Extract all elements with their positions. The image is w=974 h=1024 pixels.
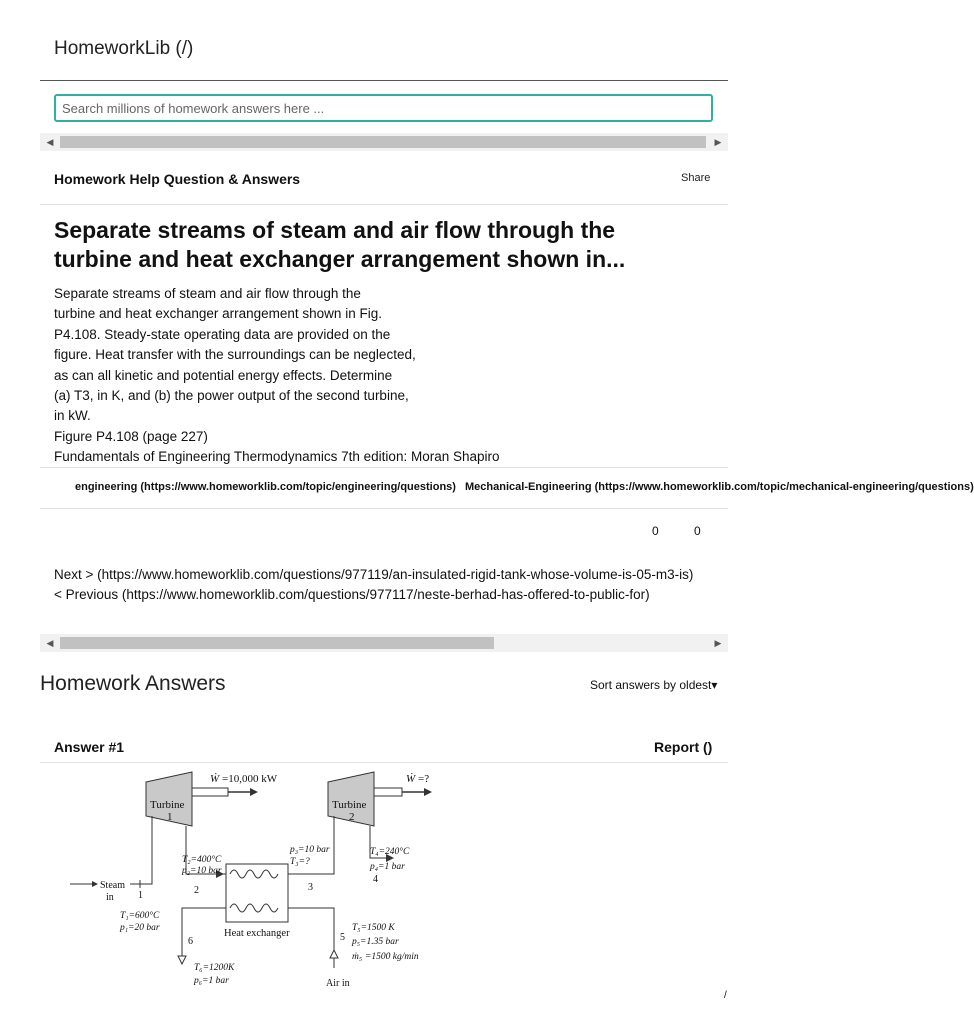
state-1-pressure: p₁=20 bar bbox=[120, 923, 160, 933]
tag-link-mechanical-engineering[interactable]: Mechanical-Engineering (https://www.homeworklib.com/topic/mechanical-engineering/questions) bbox=[465, 481, 974, 493]
state-2-temp: T₂=400°C bbox=[182, 855, 222, 865]
turbine-1-number: 1 bbox=[167, 811, 173, 823]
upvote-count[interactable]: 0 bbox=[652, 524, 659, 538]
question-body-line: Figure P4.108 (page 227) bbox=[54, 428, 208, 444]
question-title-line: turbine and heat exchanger arrangement shown in... bbox=[54, 246, 626, 272]
arrowhead-icon bbox=[424, 788, 432, 796]
question-body-line: Fundamentals of Engineering Thermodynamics 7th edition: Moran Shapiro bbox=[54, 449, 500, 465]
next-question-link[interactable]: Next > (https://www.homeworklib.com/questions/977119/an-insulated-rigid-tank-whose-volume-is-05-m3-is) bbox=[54, 567, 694, 582]
question-title bbox=[54, 216, 694, 274]
question-body-line: Separate streams of steam and air flow through the bbox=[54, 286, 361, 301]
air-out-arrow-icon bbox=[178, 956, 186, 964]
search-input[interactable] bbox=[54, 94, 713, 122]
arrowhead-icon bbox=[92, 881, 98, 887]
w2-value: =? bbox=[418, 773, 430, 785]
tag-list bbox=[54, 481, 974, 493]
state-1-number: 1 bbox=[138, 890, 143, 901]
question-body-line: turbine and heat exchanger arrangement shown in Fig. bbox=[54, 306, 382, 322]
air-pipe-in bbox=[288, 908, 334, 968]
scrollbar-thumb[interactable] bbox=[60, 637, 494, 649]
arrowhead-icon bbox=[250, 788, 258, 796]
steam-in-label: Steam bbox=[100, 880, 125, 891]
turbine-2-number: 2 bbox=[349, 811, 355, 823]
heat-exchanger-label: Heat exchanger bbox=[224, 928, 290, 939]
state-3-number: 3 bbox=[308, 882, 313, 893]
answers-heading: Homework Answers bbox=[40, 672, 226, 695]
state-4-number: 4 bbox=[373, 874, 378, 885]
state-5-mdot-symbol: ṁ₅ bbox=[352, 952, 363, 962]
state-5-pressure: p₅=1.35 bar bbox=[352, 937, 399, 947]
question-title-line: Separate streams of steam and air flow through the bbox=[54, 217, 616, 243]
tag-link-engineering[interactable]: engineering (https://www.homeworklib.com/topic/engineering/questions) bbox=[75, 481, 456, 493]
state-6-pressure: p₆=1 bar bbox=[194, 976, 229, 986]
shaft-1 bbox=[192, 788, 228, 796]
divider bbox=[40, 508, 728, 509]
sort-label: Sort answers by oldest bbox=[590, 678, 712, 692]
state-5-temp: T₅=1500 K bbox=[352, 923, 395, 933]
scroll-right-arrow-icon[interactable]: ▶ bbox=[714, 637, 722, 648]
downvote-count[interactable]: 0 bbox=[694, 524, 701, 538]
caret-down-icon: ▾ bbox=[711, 678, 718, 692]
scroll-left-arrow-icon[interactable]: ◀ bbox=[46, 637, 54, 648]
state-6-number: 6 bbox=[188, 936, 193, 947]
turbine-2-label: Turbine bbox=[332, 799, 367, 811]
state-5-flow: =1500 kg/min bbox=[365, 952, 419, 962]
sort-answers-dropdown[interactable] bbox=[590, 678, 717, 692]
horizontal-scrollbar-bottom[interactable] bbox=[40, 634, 728, 652]
scroll-right-arrow-icon[interactable]: ▶ bbox=[714, 136, 722, 147]
divider bbox=[40, 762, 728, 763]
air-in-arrow-icon bbox=[330, 950, 338, 958]
state-5-number: 5 bbox=[340, 932, 345, 943]
state-3-temp: T₃=? bbox=[290, 857, 310, 867]
divider bbox=[40, 204, 728, 205]
divider bbox=[40, 467, 728, 468]
question-navigation bbox=[54, 565, 714, 606]
shaft-2 bbox=[374, 788, 402, 796]
state-2-number: 2 bbox=[194, 885, 199, 896]
state-2-pressure: p₂=10 bar bbox=[182, 866, 222, 876]
share-button[interactable]: Share bbox=[681, 172, 711, 184]
state-3-pressure: p₃=10 bar bbox=[290, 845, 330, 855]
report-button[interactable]: Report () bbox=[654, 739, 713, 755]
steam-pipe-1 bbox=[130, 816, 152, 884]
w2-symbol: Ẇ bbox=[406, 773, 416, 785]
turbine-1-label: Turbine bbox=[150, 799, 185, 811]
state-1-temp: T₁=600°C bbox=[120, 911, 160, 921]
footer-mark: / bbox=[724, 990, 727, 1001]
question-body bbox=[54, 284, 500, 468]
question-body-line: (a) T3, in K, and (b) the power output of the second turbine, bbox=[54, 388, 409, 404]
w1-value: =10,000 kW bbox=[222, 773, 278, 785]
question-body-line: in kW. bbox=[54, 408, 91, 424]
state-4-pressure: p₄=1 bar bbox=[370, 862, 405, 872]
scroll-left-arrow-icon[interactable]: ◀ bbox=[46, 136, 54, 147]
w1-symbol: Ẇ bbox=[210, 773, 220, 785]
question-body-line: figure. Heat transfer with the surroundings can be neglected, bbox=[54, 347, 416, 363]
heat-exchanger-box bbox=[226, 864, 288, 922]
section-heading: Homework Help Question & Answers bbox=[54, 171, 301, 187]
scrollbar-thumb[interactable] bbox=[60, 136, 706, 148]
question-body-line: P4.108. Steady-state operating data are provided on the bbox=[54, 326, 391, 342]
answer-label: Answer #1 bbox=[54, 739, 125, 755]
horizontal-scrollbar-top[interactable] bbox=[40, 133, 728, 151]
air-in-label: Air in bbox=[326, 978, 350, 989]
header-divider bbox=[40, 80, 728, 81]
previous-question-link[interactable]: < Previous (https://www.homeworklib.com/questions/977117/neste-berhad-has-offered-to-public-for) bbox=[54, 587, 650, 603]
state-6-temp: T₆=1200K bbox=[194, 963, 235, 973]
thermo-diagram bbox=[60, 768, 460, 993]
steam-in-label-2: in bbox=[106, 892, 114, 903]
question-body-line: as can all kinetic and potential energy effects. Determine bbox=[54, 367, 393, 383]
site-title-link[interactable]: HomeworkLib (/) bbox=[54, 38, 194, 59]
state-4-temp: T₄=240°C bbox=[370, 847, 410, 857]
